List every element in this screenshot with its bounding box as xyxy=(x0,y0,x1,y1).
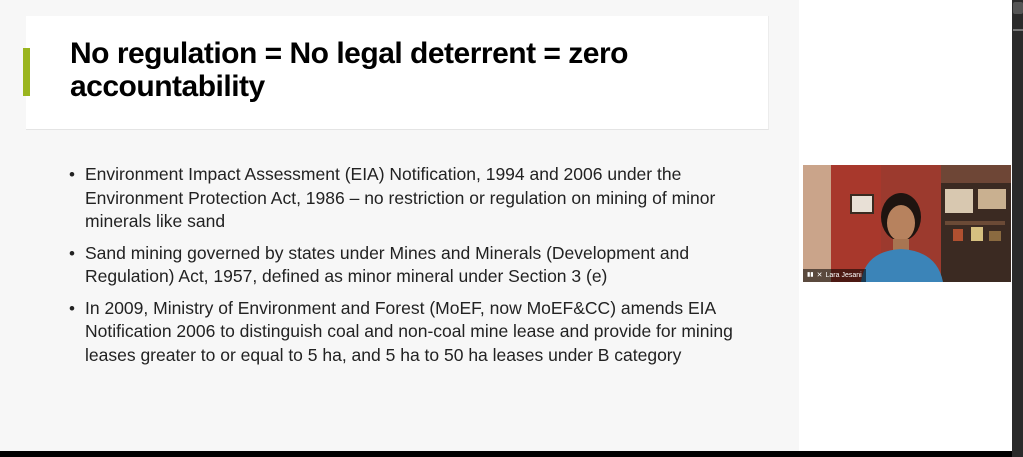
participant-name: Lara Jesani xyxy=(825,272,862,279)
mic-muted-icon: ✕ xyxy=(816,272,823,279)
bullet-item xyxy=(67,163,747,234)
bullet-dot: • xyxy=(69,243,75,263)
bullet-text: Environment Impact Assessment (EIA) Notification, 1994 and 2006 under the Environment Protection Act, 1986 – no restriction or regulation on mining of minor minerals like sand xyxy=(85,164,716,231)
participant-name-label xyxy=(803,269,866,282)
bullet-dot: • xyxy=(69,298,75,318)
participant-video-tile[interactable] xyxy=(803,165,1011,282)
bullet-list xyxy=(67,163,747,375)
bottom-bar xyxy=(0,451,1012,457)
slide-title: No regulation = No legal deterrent = zero accountability xyxy=(70,37,628,103)
bullet-text: Sand mining governed by states under Mines and Minerals (Development and Regulation) Act, 1957, defined as minor mineral under Section 3 (e) xyxy=(85,242,690,286)
bullet-item xyxy=(67,242,747,289)
bullet-item xyxy=(67,297,747,368)
bullet-text: In 2009, Ministry of Environment and Forest (MoEF, now MoEF&CC) amends EIA Notification 2006 to distinguish coal and non-coal mine lease and provide for mining leases greater to or equal to 5 ha, and 5 ha to 50 ha leases under B category xyxy=(85,297,733,365)
title-accent-bar xyxy=(23,48,30,96)
side-toolbar-strip xyxy=(1012,0,1023,457)
panel-toggle-button[interactable] xyxy=(1013,2,1023,14)
participant-video-feed xyxy=(803,165,1011,282)
bullet-dot: • xyxy=(69,165,75,184)
divider xyxy=(1013,29,1023,31)
signal-icon: ▮▮ xyxy=(807,272,814,278)
